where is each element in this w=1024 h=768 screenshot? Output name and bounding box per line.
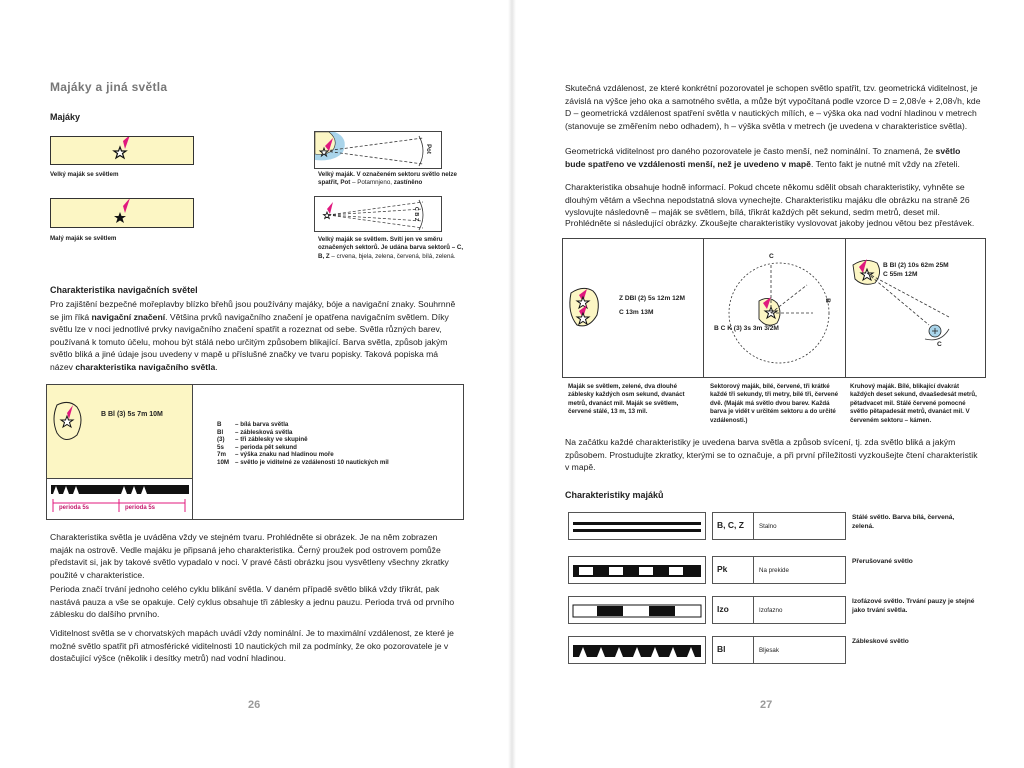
caption-ex3: Kruhový maják. Bílé, blikající dvakrát každých deset sekund, dvaašedesát metrů, pětadvacet mil. Stálé červené pomocné světlo pětapadesát metrů, dvanáct mil. V červeném sektoru – kámen. bbox=[850, 383, 977, 424]
legend-description: – výška znaku nad hladinou moře bbox=[235, 451, 334, 459]
paragraph-abbreviations: Na začátku každé charakteristiky je uvedena barva světla a způsob svícení, tj. zda světlo bliká a jakým způsobem. Prostudujte zkratky, kterými se to označuje, a při první příležitosti vyzkoušejte čtení charakteristik v mapě. bbox=[565, 437, 978, 473]
legend-row bbox=[217, 459, 395, 467]
cell-divider bbox=[753, 513, 754, 539]
small-lighthouse-symbol bbox=[51, 199, 195, 229]
legend-code: B bbox=[217, 421, 222, 428]
cell-divider bbox=[753, 637, 754, 663]
light-pattern bbox=[568, 596, 706, 624]
fig1-label: Velký maják se světlem bbox=[50, 171, 119, 178]
page-right bbox=[512, 0, 1024, 768]
paragraph-period: Perioda značí trvání jednoho celého cyklu blikání světla. V daném případě světlo bliká vždy třikrát, pak nastává pauza a vše se opakuje. Celý cyklus obsahuje tři záblesky a jednu pauzu. Perioda trvá od prvního záblesku do dalšího prvního. bbox=[50, 584, 455, 620]
ex3-line1: B Bl (2) 10s 62m 25M bbox=[883, 262, 949, 269]
light-code: Pk bbox=[717, 564, 728, 574]
example-island-diagram bbox=[47, 385, 193, 479]
legend-row bbox=[217, 421, 395, 429]
croatian-term: Na prekide bbox=[759, 567, 789, 574]
paragraph-reading: Charakteristika obsahuje hodně informací. Pokud chcete někomu sdělit obsah charakteristiky, vyhněte se dlouhým větám a všechna nepodstatná slova vynechejte. Charakteristiku majáku dle obrázku na straně 26 vyslovujte následovně – maják se světlem, bílá, třikrát každých pět sekund, sedm metrů, deset mil. bbox=[565, 182, 970, 218]
obscured-sector-diagram bbox=[315, 132, 443, 170]
paragraph-intro bbox=[50, 298, 462, 374]
ex1-line1: Z DBl (2) 5s 12m 12M bbox=[619, 295, 685, 302]
sector-light-diagram bbox=[315, 197, 443, 233]
example-characteristic-label: B Bl (3) 5s 7m 10M bbox=[101, 411, 163, 418]
period-label-2: perioda 5s bbox=[125, 505, 156, 511]
paragraph-visibility: Viditelnost světla se v chorvatských mapách uvádí vždy nominální. Je to maximální vzdálenost, ze které je možné světlo spatřit při atmosférické viditelnosti 10 nautických mil za podmínky, že oko pozorovatele je v dostačující výšce (několik i desítky metrů) nad vodní hladinou. bbox=[50, 628, 454, 664]
ex2-sector-c: C bbox=[769, 253, 774, 260]
paragraph-nominal bbox=[565, 145, 983, 170]
ex3-sector-c: C bbox=[937, 341, 942, 348]
legend-code: 10M bbox=[217, 458, 230, 466]
code-cell bbox=[712, 636, 846, 664]
para1-part-e: . bbox=[215, 361, 218, 372]
legend-code: 5s bbox=[217, 443, 224, 451]
sector-colors-text: C B Z bbox=[413, 206, 420, 222]
legend-row bbox=[217, 436, 395, 444]
cell-divider bbox=[753, 557, 754, 583]
croatian-term: Bljesak bbox=[759, 647, 779, 654]
legend-description: – tři záblesky ve skupině bbox=[235, 436, 308, 444]
figure-obscured-sector bbox=[314, 131, 442, 169]
legend-description: – bílá barva světla bbox=[235, 421, 289, 428]
legend-row bbox=[217, 444, 395, 452]
light-code: Izo bbox=[717, 604, 729, 614]
ex2-sector-b: B bbox=[823, 298, 831, 303]
para1-bold-a: navigační značení bbox=[91, 311, 166, 322]
flash-timeline-bar bbox=[47, 479, 193, 519]
light-code: Bl bbox=[717, 644, 726, 654]
code-cell bbox=[712, 596, 846, 624]
paragraph-instruction: Prohlédněte si následující obrázky. Zkoušejte charakteristiky vyslovovat jakoby jednou větou bez přestávek. bbox=[565, 218, 975, 228]
flash-timeline bbox=[47, 479, 193, 519]
examples-box bbox=[562, 238, 986, 378]
para1-bold-d: charakteristika navigačního světla bbox=[75, 361, 216, 372]
light-pattern bbox=[568, 556, 706, 584]
fig4-label-bold: Velký maják se světlem. Svítí jen ve směru označených sektorů. Je udána barva sektorů – C, B, Z bbox=[318, 236, 464, 260]
characteristic-example-box bbox=[46, 384, 464, 520]
light-pattern-bar bbox=[569, 557, 705, 585]
paragraph-geometric-visibility: Skutečná vzdálenost, ze které konkrétní pozorovatel je schopen světlo spatřit, tzv. geometrická viditelnost, je závislá na výšce jeho oka a samotného světla, a může být vypočítaná podle vzorce D = 2,08√e + 2,08√h, kde D – geometrická vzdálenost spatření světla v nautických mílích, e – výška oka nad vodní hladinou v metrech (stanovuje se změřením nebo odhadem), h – výška světla v metrech (je uvedena v charakteristice světla). bbox=[565, 83, 981, 131]
characteristic-description: Stálé světlo. Barva bílá, červená, zelená. bbox=[852, 514, 955, 530]
para1-part-a: Pro zajištění bezpečné mořeplavby blízko břehů jsou používány majáky, bóje a navigační znaky. Souhrnně se jim říká bbox=[50, 299, 456, 322]
para2-part-c: . Tento fakt je nutné mít vždy na zřeteli. bbox=[810, 158, 960, 169]
legend-code: (3) bbox=[217, 436, 225, 444]
caption-ex2: Sektorový maják, bílé, červené, tři krátké každé tři sekundy, tři metry, bílé tři, červené dvě. (Maják má světlo dvou barev. Každá barva je vidět v určitém sektoru a do určité vzdálenosti.) bbox=[710, 383, 839, 424]
croatian-term: Izofazno bbox=[759, 607, 783, 614]
light-pattern bbox=[568, 636, 706, 664]
para2-bold: světlo bude spatřeno ve vzdálenosti menší, než je uvedeno v mapě bbox=[565, 146, 961, 169]
light-code: B, C, Z bbox=[717, 520, 744, 530]
characteristic-description: Izofázové světlo. Trvání pauzy je stejné jako trvání světla. bbox=[852, 598, 975, 614]
ex1-line2: C 13m 13M bbox=[619, 309, 654, 316]
figure-big-lighthouse bbox=[50, 136, 194, 165]
legend-row bbox=[217, 451, 395, 459]
legend-table bbox=[217, 421, 395, 467]
code-cell bbox=[712, 512, 846, 540]
page-number-right: 27 bbox=[760, 699, 773, 711]
fig4-label-tail: – crvena, bjela, zelena, červená, bílá, zelená. bbox=[331, 252, 456, 260]
legend-row bbox=[217, 429, 395, 437]
subheading-majaky: Majáky bbox=[50, 112, 81, 122]
fig3-label-end: zastíněno bbox=[393, 179, 423, 187]
characteristic-description: Zábleskové světlo bbox=[852, 638, 909, 645]
fig3-label-bold: Velký maják. V označeném sektoru světlo nelze spatřit, bbox=[318, 171, 457, 187]
section-heading-lighthouse-characteristics: Charakteristiky majáků bbox=[565, 490, 664, 500]
legend-code: Bl bbox=[217, 428, 224, 436]
para2-part-a: Geometrická viditelnost pro daného pozorovatele je často menší, než nominální. To znamená, že bbox=[565, 146, 934, 156]
paragraph-explanation: Charakteristika světla je uváděna vždy ve stejném tvaru. Prohlédněte si obrázek. Je na něm zobrazen maják na ostrově. Vedle majáku je připsaná jeho charakteristika. Černý proužek pod ostrovem pomůže představit si, jak by takové světlo vypadalo v noci. V pravé části obrázku jsou vysvětleny všechny zkratky použité v charakteristice. bbox=[50, 532, 449, 580]
period-label-1: perioda 5s bbox=[59, 505, 90, 511]
example-map bbox=[47, 385, 193, 479]
legend-description: – světlo je viditelné ze vzdálenosti 10 nautických mil bbox=[235, 458, 389, 466]
fig2-label: Malý maják se světlem bbox=[50, 235, 117, 242]
fig3-pot: Pot bbox=[340, 179, 351, 187]
figure-sector-light bbox=[314, 196, 442, 232]
page-number-left: 26 bbox=[248, 699, 261, 711]
ex3-line2: C 55m 12M bbox=[883, 271, 918, 278]
legend-description: – záblesková světla bbox=[235, 428, 293, 436]
light-pattern-bar bbox=[569, 513, 705, 541]
legend-description: – perioda pět sekund bbox=[235, 443, 297, 451]
ex2-label: B C K (3) 3s 3m 3/2M bbox=[714, 325, 779, 332]
section-heading-characteristics: Charakteristika navigačních světel bbox=[50, 285, 198, 295]
characteristic-description: Přerušované světlo bbox=[852, 558, 913, 565]
pot-sector-text: Pot bbox=[424, 144, 431, 154]
light-pattern-bar bbox=[569, 597, 705, 625]
para1-part-c: . Většina prvků navigačního značení je opatřena navigačním světlem. Díky světlu lze v noci jednotlivé prvky navigačního značení spatřit a rozeznat od sebe. Světla různých barev, používaná k tomuto účelu, mohou být stálá nebo určitým způsobem blikající. Barva světla, způsob jakým světlo bliká a jiné údaje jsou uvedeny v mapě u příslušné značky ve tvaru popisky. Taková popiska má název bbox=[50, 311, 449, 372]
croatian-term: Stalno bbox=[759, 523, 777, 530]
figure-small-lighthouse bbox=[50, 198, 194, 228]
code-cell bbox=[712, 556, 846, 584]
cell-divider bbox=[753, 597, 754, 623]
page-title: Majáky a jiná světla bbox=[50, 80, 168, 94]
lighthouse-symbol bbox=[51, 137, 195, 166]
caption-ex1: Maják se světlem, zelené, dva dlouhé záblesky každých osm sekund, dvanáct metrů, dvanáct mil. Maják se světlem, červené stálé, 13 m, 13 mil. bbox=[568, 383, 685, 416]
fig4-label bbox=[318, 236, 466, 261]
fig3-label bbox=[318, 171, 466, 188]
light-pattern bbox=[568, 512, 706, 540]
legend-code: 7m bbox=[217, 451, 226, 459]
light-pattern-bar bbox=[569, 637, 705, 665]
fig3-label-tail: – Potamnjeno, bbox=[352, 179, 392, 187]
